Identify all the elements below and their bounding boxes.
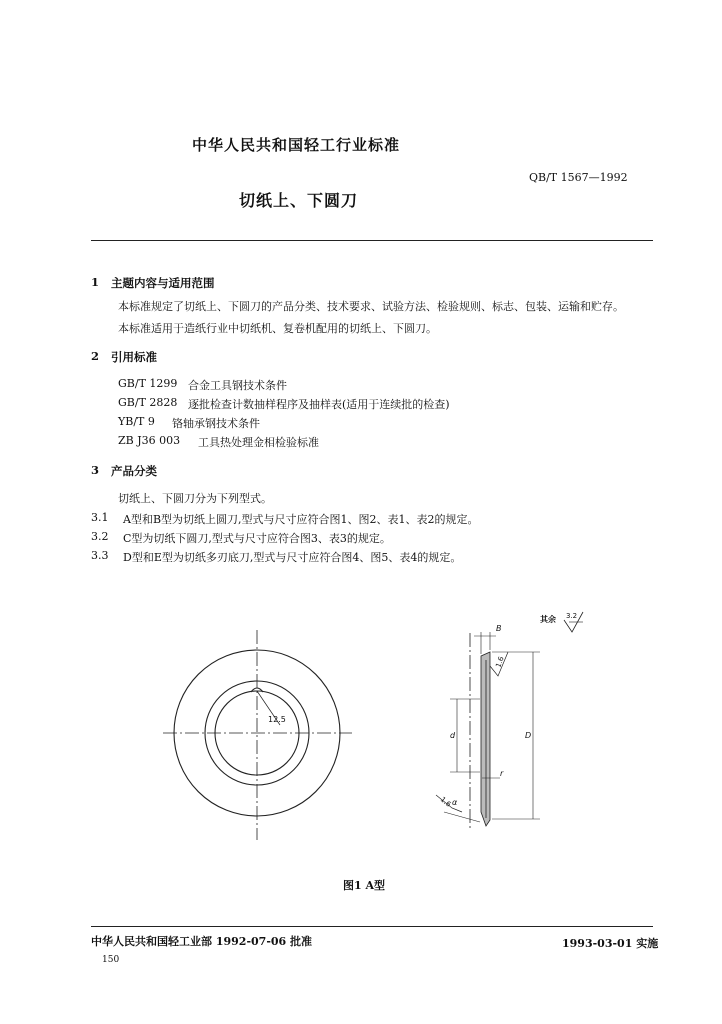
r-label: r [500,769,504,778]
section-view [436,612,583,830]
angle-label: α [452,798,458,807]
reference-code: ZB J36 003 [118,434,181,447]
section-1-paragraph-2: 本标准适用于造纸行业中切纸机、复卷机配用的切纸上、下圆刀。 [118,322,437,335]
dim-D-label: D [525,731,532,740]
dim-d-label: d [450,731,456,740]
reference-name: 逐批检查计数抽样程序及抽样表(适用于连续批的检查) [188,398,450,411]
section-1-paragraph-1: 本标准规定了切纸上、下圆刀的产品分类、技术要求、试验方法、检验规则、标志、包装、运输和贮存。 [118,300,624,313]
approval-statement: 中华人民共和国轻工业部 1992-07-06 批准 [91,935,313,948]
reference-name: 铬轴承钢技术条件 [172,417,260,430]
clause-text: D型和E型为切纸多刃底刀,型式与尺寸应符合图4、图5、表4的规定。 [123,551,462,564]
clause-number: 3.3 [91,549,109,562]
section-1-heading: 主题内容与适用范围 [111,276,215,290]
reference-name: 合金工具钢技术条件 [188,379,287,392]
document-title: 切纸上、下圆刀 [239,191,359,210]
reference-name: 工具热处理金相检验标准 [198,436,319,449]
blade-section [481,652,490,826]
section-2-number: 2 [91,349,100,363]
front-view [163,630,352,840]
clause-number: 3.1 [91,511,109,524]
section-2-heading: 引用标准 [111,350,157,364]
roughness-edge-label: 1.6 [438,795,453,809]
section-1-number: 1 [91,275,100,289]
issuing-organization: 中华人民共和国轻工行业标准 [192,136,401,154]
implementation-date: 1993-03-01 实施 [562,937,659,950]
reference-code: GB/T 2828 [118,396,178,409]
keyway-radius-label: 12.5 [268,715,286,724]
clause-text: A型和B型为切纸上圆刀,型式与尺寸应符合图1、图2、表1、表2的规定。 [123,513,479,526]
section-3-intro: 切纸上、下圆刀分为下列型式。 [118,492,272,505]
roughness-general-value: 3.2 [566,612,578,620]
angle-leader [444,812,480,822]
reference-code: YB/T 9 [118,415,155,428]
section-3-heading: 产品分类 [111,464,157,478]
page-number: 150 [102,955,120,965]
dim-b-label: B [496,624,502,633]
clause-text: C型为切纸下圆刀,型式与尺寸应符合图3、表3的规定。 [123,532,391,545]
roughness-general-label: 其余 [540,615,556,624]
standard-code: QB/T 1567—1992 [529,171,628,184]
section-3-number: 3 [91,463,100,477]
clause-number: 3.2 [91,530,109,543]
roughness-side-label: 1.6 [494,655,506,669]
reference-code: GB/T 1299 [118,377,178,390]
footer-rule [91,926,653,927]
figure-caption: 图1 A型 [343,879,386,892]
